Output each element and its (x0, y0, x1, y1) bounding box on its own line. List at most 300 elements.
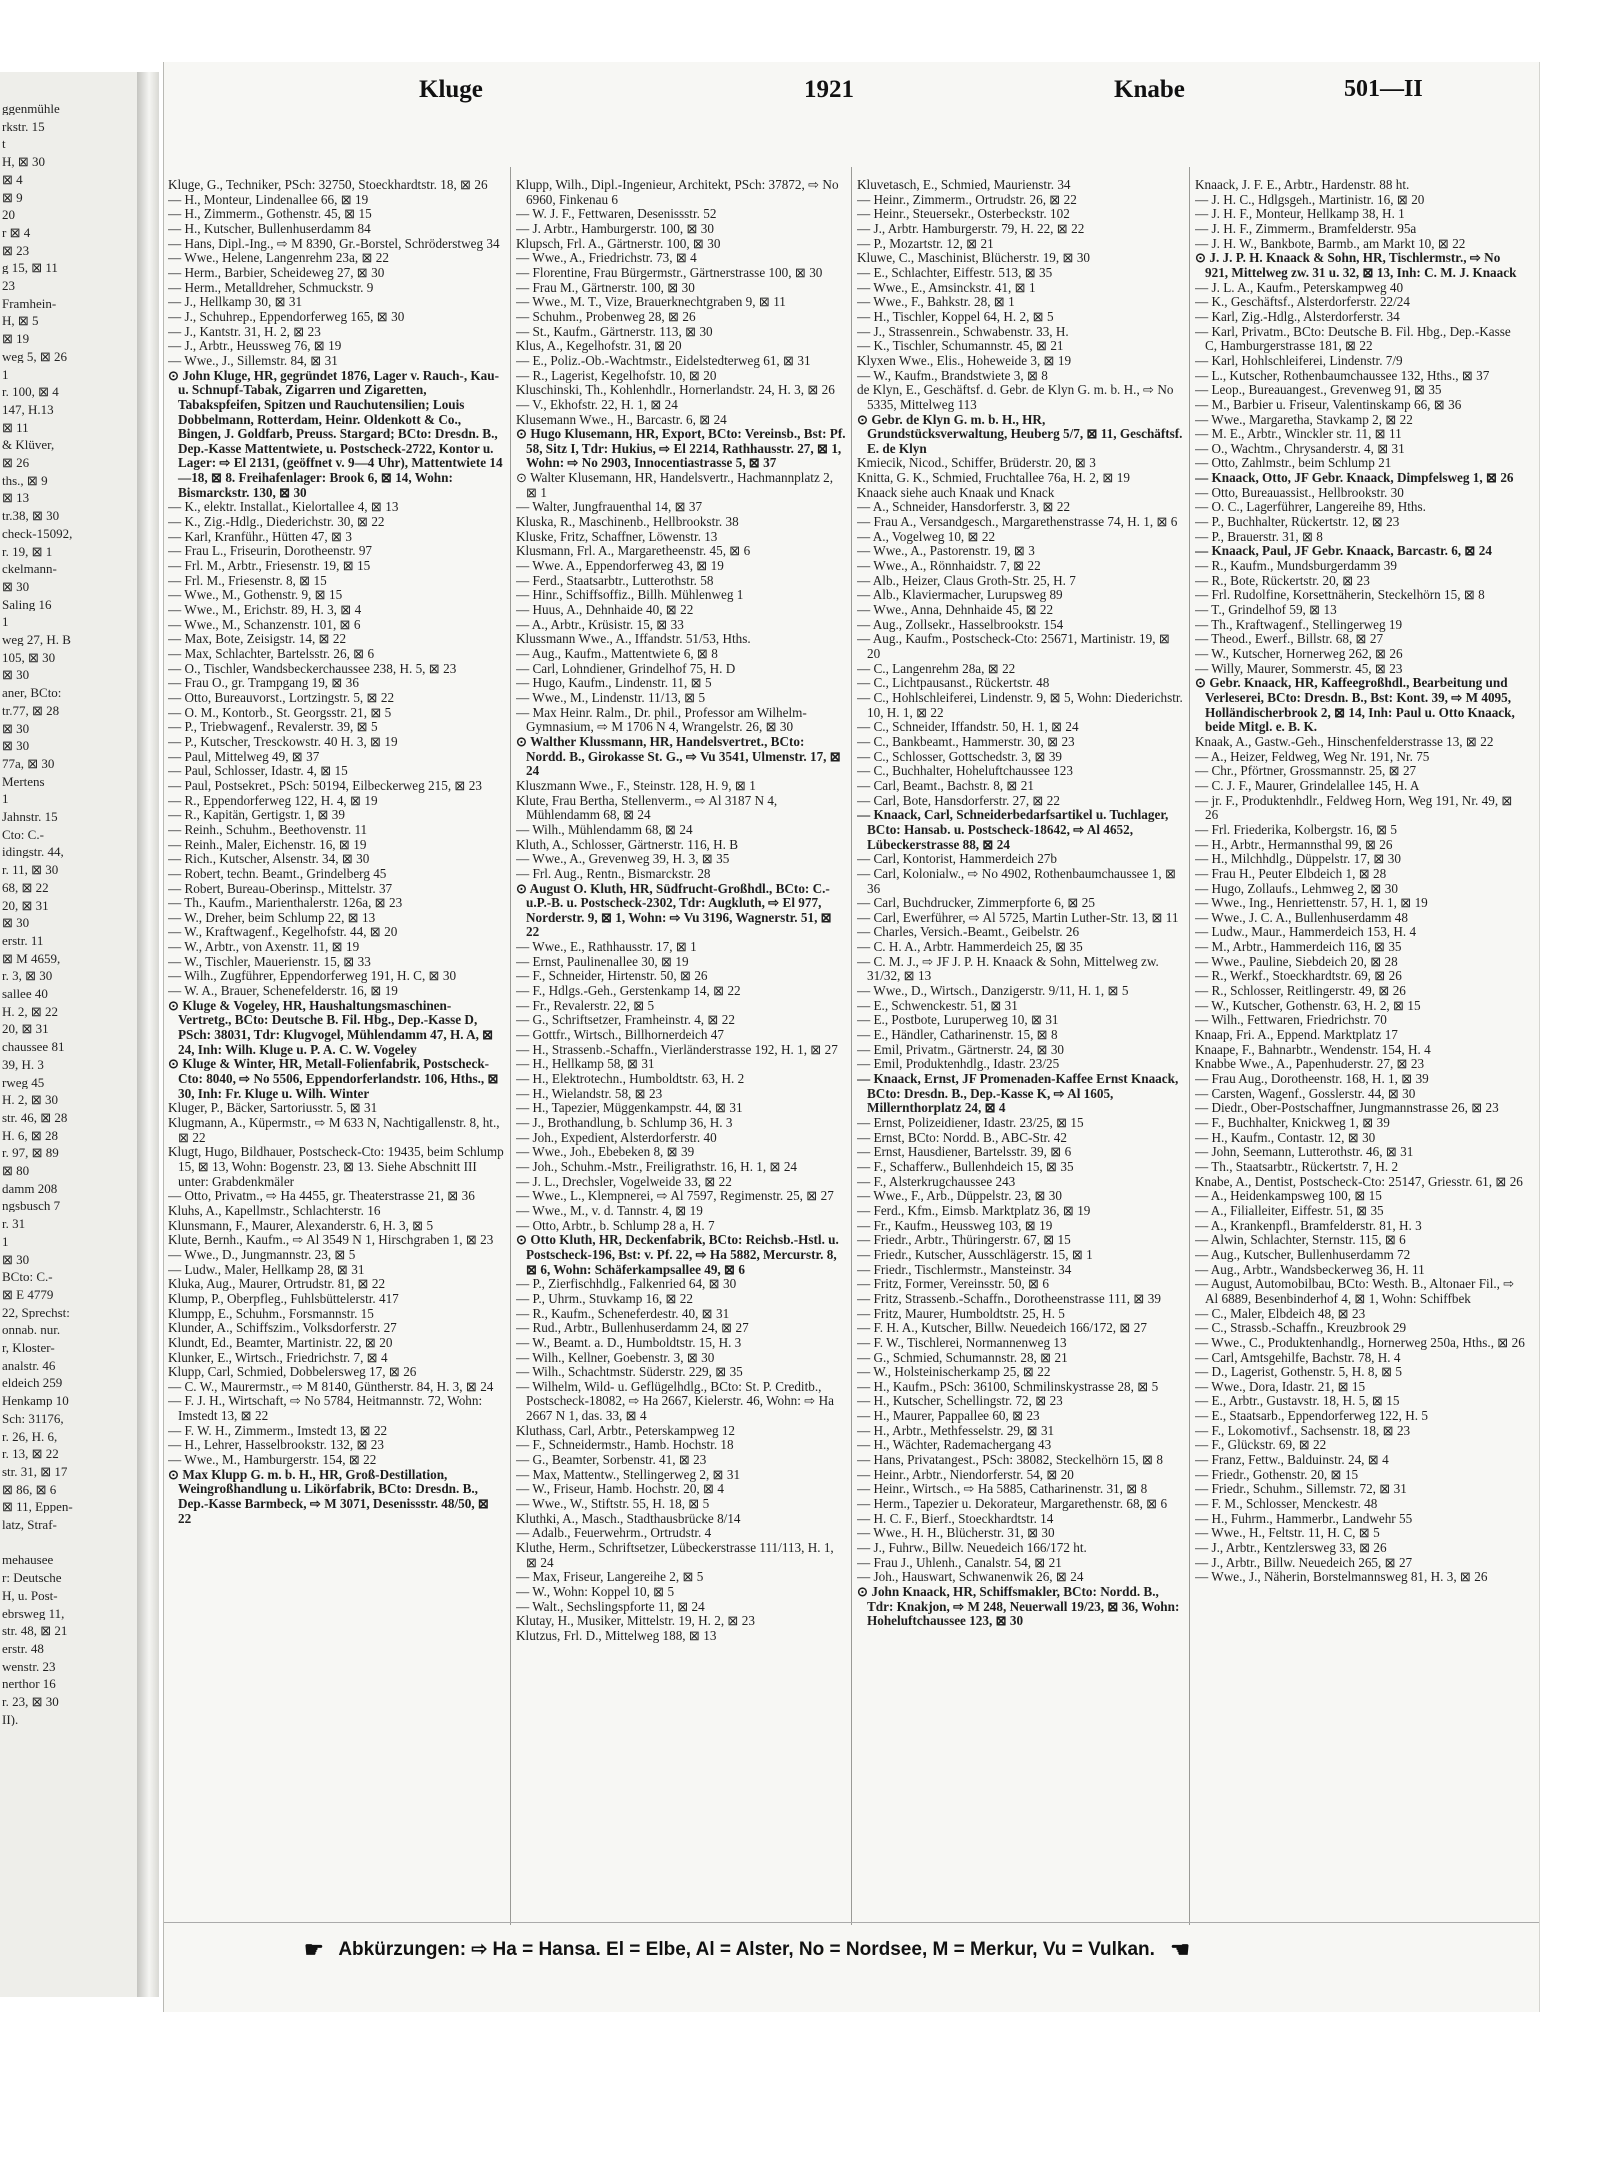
directory-entry: — Fritz, Maurer, Humboldtstr. 25, H. 5 (857, 1305, 1065, 1321)
directory-entry: — August, Automobilbau, BCto: Westh. B., Altonaer Fil., ⇨ Al 6889, Besenbinderhof 4, ⊠ 1, Wohn: Schiffbek (1195, 1276, 1515, 1306)
directory-entry: — O., Tischler, Wandsbeckerchaussee 238, H. 5, ⊠ 23 (168, 660, 457, 676)
directory-entry: Kluszmann Wwe., F., Steinstr. 128, H. 9, ⊠ 1 (516, 777, 756, 793)
directory-entry: Klump, P., Oberpfleg., Fuhlsbüttelerstr. 417 (168, 1290, 399, 1306)
directory-entry: — P., Triebwagenf., Revalerstr. 39, ⊠ 5 (168, 719, 378, 735)
directory-entry: — G., Beamter, Sorbenstr. 41, ⊠ 23 (516, 1452, 707, 1468)
prev-page-fragment: ebrsweg 11, (2, 1606, 65, 1620)
firm-entry: — Knaack, Ernst, JF Promenaden-Kaffee Ernst Knaack, BCto: Dresdn. B., Dep.-Kasse K, ⇨ Al 1605, Millernthorplatz 24, ⊠ 4 (857, 1071, 1179, 1116)
prev-page-fragment: g 15, ⊠ 11 (2, 261, 58, 275)
directory-entry: — J., Arbtr., Heussweg 76, ⊠ 19 (168, 338, 342, 354)
directory-entry: — H., Kaufm., PSch: 36100, Schmilinskystrasse 28, ⊠ 5 (857, 1378, 1159, 1394)
prev-page-fragment: ⊠ E 4779 (2, 1287, 54, 1301)
prev-page-fragment: ⊠ 26 (2, 456, 30, 469)
directory-entry: — Friedr., Tischlermstr., Mansteinstr. 34 (857, 1261, 1072, 1277)
prev-page-fragment: H. 2, ⊠ 30 (2, 1093, 59, 1107)
directory-entry: Klunsmann, F., Maurer, Alexanderstr. 6, H. 3, ⊠ 5 (168, 1217, 434, 1233)
directory-entry: — Paul, Schlosser, Idastr. 4, ⊠ 15 (168, 763, 348, 779)
directory-entry: — E., Schwenckestr. 51, ⊠ 31 (857, 997, 1018, 1013)
directory-entry: — C. M. J., ⇨ JF J. P. H. Knaack & Sohn, Mittelweg zw. 31/32, ⊠ 13 (857, 953, 1159, 984)
footer-rule (164, 1922, 1539, 1923)
directory-entry: — O., Wachtm., Chrysanderstr. 4, ⊠ 31 (1195, 440, 1405, 456)
directory-entry: — Fr., Revalerstr. 22, ⊠ 5 (516, 997, 655, 1013)
directory-entry: — Wwe., F., Bahkstr. 28, ⊠ 1 (857, 294, 1015, 310)
directory-entry: — Karl, Privatm., BCto: Deutsche B. Fil. Hbg., Dep.-Kasse C, Hamburgerstrasse 181, ⊠ 22 (1195, 323, 1511, 354)
directory-entry: — F. W., Tischlerei, Normannenweg 13 (857, 1334, 1067, 1350)
directory-entry: Klus, A., Kegelhofstr. 31, ⊠ 20 (516, 338, 682, 354)
directory-entry: — H., Lehrer, Hasselbrookstr. 132, ⊠ 23 (168, 1437, 384, 1453)
directory-entry: Klutay, H., Musiker, Mittelstr. 19, H. 2, ⊠ 23 (516, 1613, 755, 1629)
directory-entry: — Max, Schlachter, Bartelsstr. 26, ⊠ 6 (168, 646, 375, 661)
directory-entry: — E., Staatsarb., Eppendorferweg 122, H. 5 (1195, 1408, 1428, 1424)
directory-entry: — Aug., Zollsekr., Hasselbrookstr. 154 (857, 616, 1064, 632)
directory-entry: — E., Händler, Catharinenstr. 15, ⊠ 8 (857, 1027, 1058, 1043)
directory-entry: — R., Kaufm., Scheneferdestr. 40, ⊠ 31 (516, 1305, 730, 1321)
directory-entry: — P., Kutscher, Tresckowstr. 40 H. 3, ⊠ 19 (168, 733, 398, 749)
directory-entry: — Paul, Postsekret., PSch: 50194, Eilbeckerweg 215, ⊠ 23 (168, 777, 482, 793)
directory-entry: — Walt., Sechslingspforte 11, ⊠ 24 (516, 1598, 705, 1614)
directory-entry: — O. M., Kontorb., St. Georgsstr. 21, ⊠ 5 (168, 704, 392, 720)
directory-entry: — Franz, Fettw., Balduinstr. 24, ⊠ 4 (1195, 1452, 1389, 1468)
directory-entry: — Wwe., M., v. d. Tannstr. 4, ⊠ 19 (516, 1202, 703, 1218)
directory-entry: — W., Beamt. a. D., Humboldtstr. 15, H. 3 (516, 1334, 742, 1350)
directory-entry: — W., Wohn: Koppel 10, ⊠ 5 (516, 1584, 675, 1599)
header-right-word: Knabe (1114, 76, 1185, 103)
directory-page (163, 62, 1540, 2012)
directory-entry: — J., Brothandlung, b. Schlump 36, H. 3 (516, 1115, 733, 1130)
directory-entry: — W., Friseur, Hamb. Hochstr. 20, ⊠ 4 (516, 1481, 724, 1497)
directory-entry: Klusmann, Frl. A., Margaretheenstr. 45, ⊠ 6 (516, 543, 751, 559)
directory-entry: — Wwe., W., Stiftstr. 55, H. 18, ⊠ 5 (516, 1496, 710, 1512)
directory-column-2 (516, 178, 846, 1918)
directory-entry: — Aug., Kaufm., Mattentwiete 6, ⊠ 8 (516, 646, 718, 661)
directory-entry: — E., Poliz.-Ob.-Wachtmstr., Eidelstedterweg 61, ⊠ 31 (516, 352, 811, 368)
prev-page-fragment: Framhein- (2, 296, 57, 310)
directory-entry: — J., Schuhrep., Eppendorferweg 165, ⊠ 30 (168, 308, 405, 324)
directory-entry: — H., Arbtr., Methfesselstr. 29, ⊠ 31 (857, 1422, 1055, 1438)
prev-page-fragment: eldeich 259 (2, 1376, 63, 1390)
directory-entry: Klugmann, A., Küpermstr., ⇨ M 633 N, Nachtigallenstr. 8, ht., ⊠ 22 (168, 1115, 500, 1145)
directory-entry: — Joh., Hauswart, Schwanenwik 26, ⊠ 24 (857, 1569, 1084, 1585)
firm-entry: ⊙ Walther Klussmann, HR, Handelsvertret., BCto: Nordd. B., Girokasse St. G., ⇨ Vu 3541, Ulmenstr. 17, ⊠ 24 (516, 733, 841, 779)
directory-entry: — L., Kutscher, Rothenbaumchaussee 132, Hths., ⊠ 37 (1195, 367, 1490, 383)
directory-entry: — Karl, Hohlschleiferei, Lindenstr. 7/9 (1195, 352, 1403, 368)
directory-entry: Kmiecik, Nicod., Schiffer, Brüderstr. 20, ⊠ 3 (857, 455, 1096, 471)
directory-entry: Knabe, A., Dentist, Postscheck-Cto: 25147, Griesstr. 61, ⊠ 26 (1195, 1173, 1523, 1189)
firm-entry: ⊙ Gebr. Knaack, HR, Kaffeegroßhdl., Bearbeitung und Verleserei, BCto: Dresdn. B., Bst: Kont. 39, ⇨ M 4095, Holländischerbrook 2, ⊠ 14, Inh: Paul u. Otto Knaack, beide Mitgl. e. B. K. (1195, 675, 1515, 735)
directory-entry: — Friedr., Schuhm., Sillemstr. 72, ⊠ 31 (1195, 1481, 1407, 1497)
directory-entry: — H., Kutscher, Schellingstr. 72, ⊠ 23 (857, 1393, 1063, 1409)
directory-entry: — Willy, Maurer, Sommerstr. 45, ⊠ 23 (1195, 660, 1403, 676)
directory-entry: — M., Barbier u. Friseur, Valentinskamp 66, ⊠ 36 (1195, 396, 1462, 412)
directory-entry: — J. H. F., Monteur, Hellkamp 38, H. 1 (1195, 206, 1405, 222)
prev-page-fragment: ⊠ 30 (2, 579, 30, 593)
page-header (164, 76, 1539, 110)
directory-entry: — Wwe., M., Erichstr. 89, H. 3, ⊠ 4 (168, 602, 362, 618)
prev-page-fragment: nerthor 16 (2, 1677, 56, 1691)
directory-entry: — Otto, Zahlmstr., beim Schlump 21 (1195, 455, 1392, 471)
directory-entry: — jr. F., Produktenhdlr., Feldweg Horn, Weg 191, Nr. 49, ⊠ 26 (1195, 792, 1513, 823)
directory-entry: Klyxen Wwe., Elis., Hoheweide 3, ⊠ 19 (857, 352, 1072, 368)
directory-entry: — C., Schlosser, Gottschedstr. 3, ⊠ 39 (857, 748, 1063, 764)
directory-entry: — Ernst, Paulinenallee 30, ⊠ 19 (516, 953, 689, 969)
directory-entry: — Wilhelm, Wild- u. Geflügelhdlg., BCto: St. P. Creditb., Postscheck-18082, ⇨ Ha 2667, Kielerstr. 46, Wohn: ⇨ Ha 2667 N 1, das. 33, ⊠ 4 (516, 1378, 834, 1424)
directory-entry: — Th., Kraftwagenf., Stellingerweg 19 (1195, 616, 1403, 632)
directory-entry: — H., Kaufm., Contastr. 12, ⊠ 30 (1195, 1129, 1376, 1145)
directory-entry: — Wwe., J., Sillemstr. 84, ⊠ 31 (168, 352, 338, 368)
directory-entry: — Wwe., Dora, Idastr. 21, ⊠ 15 (1195, 1378, 1366, 1394)
directory-entry: — Wwe., A., Pastorenstr. 19, ⊠ 3 (857, 543, 1035, 559)
directory-column-1 (168, 178, 504, 1918)
directory-entry: — G., Schmied, Schumannstr. 28, ⊠ 21 (857, 1349, 1068, 1365)
directory-entry: — Ernst, BCto: Nordd. B., ABC-Str. 42 (857, 1129, 1067, 1145)
firm-entry: ⊙ Kluge & Winter, HR, Metall-Folienfabrik, Postscheck-Cto: 8040, ⇨ No 5506, Eppendorferlandstr. 106, Hths., ⊠ 30, Inh: Fr. Kluge u. Wilh. Winter (168, 1056, 499, 1101)
directory-entry: — H., Wächter, Rademachergang 43 (857, 1437, 1052, 1453)
directory-entry: — Joh., Expedient, Alsterdorferstr. 40 (516, 1129, 717, 1145)
directory-entry: — Frl. M., Friesenstr. 8, ⊠ 15 (168, 572, 327, 588)
directory-entry: — Alwin, Schlachter, Sternstr. 115, ⊠ 6 (1195, 1232, 1406, 1248)
prev-page-fragment: Cto: C.- (2, 827, 44, 841)
firm-entry: ⊙ Hugo Klusemann, HR, Export, BCto: Vereinsb., Bst: Pf. 58, Sitz I, Tdr: Hukius, ⇨ El 2214, Rathhausstr. 27, ⊠ 1, Wohn: ⇨ No 2903, Innocentiastrasse 5, ⊠ 37 (516, 426, 846, 471)
prev-page-fragment: ⊠ 11 (2, 420, 29, 434)
firm-entry: ⊙ John Knaack, HR, Schiffsmakler, BCto: Nordd. B., Tdr: Knakjon, ⇨ M 248, Neuerwall 19/23, ⊠ 36, Wohn: Hoheluftchaussee 123, ⊠ 30 (857, 1584, 1180, 1629)
directory-entry: — F., Schneidermstr., Hamb. Hochstr. 18 (516, 1437, 734, 1453)
directory-entry: — W., Kutscher, Hornerweg 262, ⊠ 26 (1195, 646, 1403, 661)
prev-page-fragment: 1 (2, 367, 9, 381)
directory-entry: — Wwe., M., Gothenstr. 9, ⊠ 15 (168, 587, 343, 603)
directory-entry: — Wwe., A., Friedrichstr. 73, ⊠ 4 (516, 250, 697, 266)
directory-entry: — K., elektr. Installat., Kielortallee 4, ⊠ 13 (168, 499, 399, 515)
prev-page-fragment: ⊠ 11, Eppen- (2, 1500, 73, 1514)
directory-entry: — Wwe., H. H., Blücherstr. 31, ⊠ 30 (857, 1525, 1055, 1541)
directory-entry: Klunder, A., Schiffszim., Volksdorferstr. 27 (168, 1320, 397, 1336)
directory-entry: — Friedr., Arbtr., Thüringerstr. 67, ⊠ 15 (857, 1232, 1071, 1248)
directory-entry: — W., Tischler, Mauerienstr. 15, ⊠ 33 (168, 953, 371, 969)
directory-entry: — W., Kraftwagenf., Kegelhofstr. 44, ⊠ 20 (168, 924, 398, 940)
directory-entry: — C., Langenrehm 28a, ⊠ 22 (857, 660, 1016, 676)
directory-entry: — M., Arbtr., Hammerdeich 116, ⊠ 35 (1195, 939, 1402, 955)
directory-entry: — Alb., Klaviermacher, Lurupsweg 89 (857, 587, 1063, 603)
prev-page-fragment: chaussee 81 (2, 1040, 65, 1054)
prev-page-fragment: ngsbusch 7 (2, 1199, 61, 1213)
directory-entry: — Ferd., Staatsarbtr., Lutterothstr. 58 (516, 572, 714, 588)
directory-entry: — R., Eppendorferweg 122, H. 4, ⊠ 19 (168, 792, 378, 808)
prev-page-fragment: 1 (2, 1234, 9, 1248)
directory-entry: — E., Arbtr., Gustavstr. 18, H. 5, ⊠ 15 (1195, 1393, 1400, 1409)
directory-entry: — Huus, A., Dehnhaide 40, ⊠ 22 (516, 602, 694, 618)
directory-entry: — Frau H., Peuter Elbdeich 1, ⊠ 28 (1195, 865, 1387, 881)
directory-entry: Kluthe, Herm., Schriftsetzer, Lübeckerstrasse 111/113, H. 1, ⊠ 24 (516, 1540, 834, 1570)
directory-entry: — W., Arbtr., von Axenstr. 11, ⊠ 19 (168, 939, 360, 955)
prev-page-fragment: II). (2, 1712, 19, 1726)
directory-entry: — Heinr., Wirtsch., ⇨ Ha 5885, Catharinenstr. 31, ⊠ 8 (857, 1481, 1148, 1497)
directory-entry: — J., Hellkamp 30, ⊠ 31 (168, 294, 303, 310)
directory-entry: — Paul, Mittelweg 49, ⊠ 37 (168, 748, 320, 764)
directory-entry: — H., Tischler, Koppel 64, H. 2, ⊠ 5 (857, 308, 1054, 324)
directory-entry: Knaak, A., Gastw.-Geh., Hinschenfelderstrasse 13, ⊠ 22 (1195, 733, 1494, 749)
column-divider (851, 167, 852, 1925)
directory-entry: — C. J. F., Maurer, Grindelallee 145, H. A (1195, 777, 1420, 793)
directory-entry: — Wwe., Pauline, Siebdeich 20, ⊠ 28 (1195, 953, 1398, 969)
directory-entry: — Hugo, Kaufm., Lindenstr. 11, ⊠ 5 (516, 675, 712, 691)
directory-entry: — A., Vogelweg 10, ⊠ 22 (857, 528, 996, 544)
directory-entry: Knabbe Wwe., A., Papenhuderstr. 27, ⊠ 23 (1195, 1056, 1425, 1072)
directory-entry: — Carl, Beamt., Bachstr. 8, ⊠ 21 (857, 777, 1034, 793)
prev-page-fragment: r: Deutsche (2, 1571, 62, 1585)
directory-entry: — H., Monteur, Lindenallee 66, ⊠ 19 (168, 191, 369, 207)
directory-entry: — Theod., Ewerf., Billstr. 68, ⊠ 27 (1195, 631, 1384, 647)
directory-entry: — Aug., Arbtr., Wandsbeckerweg 36, H. 11 (1195, 1261, 1425, 1277)
directory-entry: — Wwe., M., Schanzenstr. 101, ⊠ 6 (168, 616, 361, 632)
prev-page-fragment: BCto: C.- (2, 1270, 53, 1284)
directory-entry: — W. A., Brauer, Schenefelderstr. 16, ⊠ 19 (168, 983, 398, 999)
footer-text: ⇨ Ha = Hansa. El = Elbe, Al = Alster, No = Nordsee, M = Merkur, Vu = Vulkan. (471, 1939, 1155, 1961)
prev-page-fragment: ⊠ 19 (2, 332, 30, 346)
directory-entry: — Max, Mattentw., Stellingerweg 2, ⊠ 31 (516, 1466, 741, 1482)
directory-entry: — Herm., Barbier, Scheideweg 27, ⊠ 30 (168, 264, 385, 280)
prev-page-fragment: ⊠ 80 (2, 1164, 30, 1177)
directory-entry: — W., Kutscher, Gothenstr. 63, H. 2, ⊠ 15 (1195, 997, 1421, 1013)
directory-entry: — Wwe., H., Feltstr. 11, H. C, ⊠ 5 (1195, 1525, 1380, 1541)
directory-entry: — John, Seemann, Lutterothstr. 46, ⊠ 31 (1195, 1144, 1414, 1160)
prev-page-fragment: & Klüver, (2, 438, 55, 452)
prev-page-fragment: onnab. nur. (2, 1323, 61, 1337)
prev-page-fragment: mehausee (2, 1553, 54, 1567)
prev-page-fragment: str. 31, ⊠ 17 (2, 1464, 68, 1478)
header-year: 1921 (804, 76, 854, 103)
prev-page-fragment: rweg 45 (2, 1075, 45, 1089)
directory-entry: — Alb., Heizer, Claus Groth-Str. 25, H. 7 (857, 572, 1076, 588)
prev-page-fragment: ⊠ 30 (2, 916, 30, 930)
prev-page-fragment: ⊠ 30 (2, 1252, 30, 1266)
directory-entry: — F. H. A., Kutscher, Billw. Neuedeich 166/172, ⊠ 27 (857, 1320, 1147, 1336)
directory-entry: — E., Schlachter, Eiffestr. 513, ⊠ 35 (857, 264, 1053, 280)
directory-entry: — C., Maler, Elbdeich 48, ⊠ 23 (1195, 1305, 1366, 1321)
directory-entry: Klute, Bernh., Kaufm., ⇨ Al 3549 N 1, Hirschgraben 1, ⊠ 23 (168, 1232, 494, 1248)
directory-entry: — V., Ekhofstr. 22, H. 1, ⊠ 24 (516, 396, 678, 412)
directory-column-3 (857, 178, 1183, 1918)
directory-entry: — Wwe., M. T., Vize, Brauerknechtgraben 9, ⊠ 11 (516, 294, 786, 310)
prev-page-fragment: r. 26, H. 6, (2, 1429, 58, 1443)
directory-entry: — Fritz, Strassenb.-Schaffn., Dorotheenstrasse 111, ⊠ 39 (857, 1290, 1161, 1306)
directory-entry: — Hans, Dipl.-Ing., ⇨ M 8390, Gr.-Borstel, Schröderstweg 34 (168, 235, 500, 251)
directory-entry: Kluschinski, Th., Kohlenhdlr., Hornerlandstr. 24, H. 3, ⊠ 26 (516, 382, 835, 398)
directory-entry: — Carl, Buchdrucker, Zimmerpforte 6, ⊠ 25 (857, 895, 1095, 911)
prev-page-fragment: ⊠ 23 (2, 243, 30, 257)
directory-entry: — Schuhm., Probenweg 28, ⊠ 26 (516, 308, 696, 324)
prev-page-fragment: rkstr. 15 (2, 119, 45, 133)
prev-page-fragment: H, ⊠ 30 (2, 155, 46, 169)
directory-entry: — Wwe., Anna, Dehnhaide 45, ⊠ 22 (857, 602, 1054, 618)
directory-entry: — C., Buchhalter, Hoheluftchaussee 123 (857, 763, 1073, 779)
directory-entry: — Otto, Privatm., ⇨ Ha 4455, gr. Theaterstrasse 21, ⊠ 36 (168, 1188, 475, 1204)
directory-entry: Klundt, Ed., Beamter, Martinistr. 22, ⊠ 20 (168, 1334, 393, 1350)
prev-page-fragment: Sch: 31176, (2, 1411, 64, 1425)
directory-entry: — P., Zierfischhdlg., Falkenried 64, ⊠ 30 (516, 1276, 737, 1292)
prev-page-fragment: 147, H.13 (2, 402, 54, 416)
directory-entry: Knitta, G. K., Schmied, Fruchtallee 76a, H. 2, ⊠ 19 (857, 470, 1130, 486)
directory-entry: — Diedr., Ober-Postschaffner, Jungmannstrasse 26, ⊠ 23 (1195, 1100, 1499, 1116)
directory-entry: — J. H. W., Bankbote, Barmb., am Markt 10, ⊠ 22 (1195, 235, 1466, 251)
directory-entry: — Hinr., Schiffsoffiz., Billh. Mühlenweg 1 (516, 587, 744, 603)
prev-page-fragment: H, ⊠ 5 (2, 314, 39, 328)
prev-page-fragment: erstr. 11 (2, 933, 44, 947)
directory-entry: Klupsch, Frl. A., Gärtnerstr. 100, ⊠ 30 (516, 235, 721, 251)
directory-entry: — Wwe., Helene, Langenrehm 23a, ⊠ 22 (168, 250, 389, 266)
pointing-hand-icon: ☚ (1170, 1937, 1190, 1962)
prev-page-fragment: damm 208 (2, 1181, 58, 1195)
directory-entry: — Wwe., E., Rathhausstr. 17, ⊠ 1 (516, 939, 697, 955)
directory-entry: — C., Schneider, Iffandstr. 50, H. 1, ⊠ 24 (857, 719, 1079, 735)
directory-entry: ⊙ Walter Klusemann, HR, Handelsvertr., Hachmannplatz 2, ⊠ 1 (516, 470, 834, 500)
directory-entry: — F., Alsterkrugchaussee 243 (857, 1173, 1016, 1189)
prev-page-fragment: H. 6, ⊠ 28 (2, 1128, 59, 1142)
directory-entry: — C., Lichtpausanst., Rückertstr. 48 (857, 675, 1050, 691)
firm-entry: ⊙ Otto Kluth, HR, Deckenfabrik, BCto: Reichsb.-Hstl. u. Postscheck-196, Bst: v. Pf. 22, ⇨ Ha 5882, Mercurstr. 8, ⊠ 6, Wohn: Schäferkampsallee 49, ⊠ 6 (516, 1232, 839, 1277)
prev-page-fragment: ⊠ 4 (2, 172, 23, 186)
directory-entry: — R., Kaufm., Mundsburgerdamm 39 (1195, 558, 1397, 574)
directory-entry: Klupp, Carl, Schmied, Dobbelersweg 17, ⊠ 26 (168, 1364, 417, 1380)
book-gutter (137, 72, 159, 1997)
directory-entry: — Wilh., Schachtmstr. Süderstr. 229, ⊠ 35 (516, 1364, 743, 1380)
prev-page-fragment: r. 97, ⊠ 89 (2, 1146, 59, 1160)
directory-entry: Kluwe, C., Maschinist, Blücherstr. 19, ⊠ 30 (857, 250, 1091, 266)
directory-entry: Knaack siehe auch Knaak und Knack (857, 484, 1055, 500)
directory-entry: — A., Schneider, Hansdorferstr. 3, ⊠ 22 (857, 499, 1071, 515)
directory-entry: — W., Holsteinischerkamp 25, ⊠ 22 (857, 1364, 1051, 1380)
prev-page-fragment: latz, Straf- (2, 1518, 57, 1531)
directory-entry: — Heinr., Arbtr., Niendorferstr. 54, ⊠ 20 (857, 1466, 1074, 1482)
directory-entry: — P., Uhrm., Stuvkamp 16, ⊠ 22 (516, 1290, 693, 1306)
directory-entry: — H., Maurer, Pappallee 60, ⊠ 23 (857, 1408, 1040, 1424)
directory-entry: — F. J. H., Wirtschaft, ⇨ No 5784, Heitmannstr. 72, Wohn: Imstedt 13, ⊠ 22 (168, 1393, 483, 1424)
directory-entry: — Florentine, Frau Bürgermstr., Gärtnerstrasse 100, ⊠ 30 (516, 264, 823, 280)
directory-entry: — Frl. Rudolfine, Korsettnäherin, Steckelhörn 15, ⊠ 8 (1195, 587, 1485, 603)
directory-entry: — Walter, Jungfrauenthal 14, ⊠ 37 (516, 499, 703, 515)
directory-entry: Kluhs, A., Kapellmstr., Schlachterstr. 16 (168, 1202, 381, 1218)
prev-page-fragment: ⊠ 30 (2, 739, 30, 753)
prev-page-fragment: ⊠ M 4659, (2, 951, 61, 965)
prev-page-fragment: ⊠ 13 (2, 491, 30, 505)
directory-entry: — W. J. F., Fettwaren, Desenissstr. 52 (516, 206, 717, 222)
directory-entry: Kluka, Aug., Maurer, Ortrudstr. 81, ⊠ 22 (168, 1276, 386, 1292)
prev-page-fragment: tr.38, ⊠ 30 (2, 509, 60, 523)
firm-entry: ⊙ August O. Kluth, HR, Südfrucht-Großhdl., BCto: C.-u.P.-B. u. Postscheck-2302, Tdr: Augkluth, ⇨ El 977, Norderstr. 9, ⊠ 1, Wohn: ⇨ Vu 3196, Wagnerstr. 51, ⊠ 22 (516, 880, 832, 940)
directory-entry: — St., Kaufm., Gärtnerstr. 113, ⊠ 30 (516, 323, 713, 339)
directory-entry: — Carl, Kolonialw., ⇨ No 4902, Rothenbaumchaussee 1, ⊠ 36 (857, 865, 1177, 896)
directory-entry: — T., Grindelhof 59, ⊠ 13 (1195, 602, 1337, 618)
directory-column-4 (1195, 178, 1525, 1918)
prev-page-fragment: r. 3, ⊠ 30 (2, 969, 53, 983)
prev-page-fragment: tr.77, ⊠ 28 (2, 703, 60, 717)
directory-entry: — Heinr., Steuersekr., Osterbeckstr. 102 (857, 206, 1070, 222)
directory-entry: — Reinh., Maler, Eichenstr. 16, ⊠ 19 (168, 836, 367, 852)
directory-entry: — Wwe., D., Jungmannstr. 23, ⊠ 5 (168, 1246, 356, 1262)
directory-entry: — J. H. C., Hdlgsgeh., Martinistr. 16, ⊠ 20 (1195, 191, 1425, 207)
directory-entry: Klutzus, Frl. D., Mittelweg 188, ⊠ 13 (516, 1627, 717, 1643)
directory-entry: — Max Heinr. Ralm., Dr. phil., Professor am Wilhelm-Gymnasium, ⇨ M 1706 N 4, Wrangelstr. 26, ⊠ 30 (516, 704, 807, 735)
prev-page-fragment: 1 (2, 615, 9, 629)
directory-entry: — Otto, Bureauvorst., Lortzingstr. 5, ⊠ 22 (168, 689, 395, 705)
directory-entry: — J., Arbtr. Hamburgerstr. 79, H. 22, ⊠ 22 (857, 220, 1085, 236)
directory-entry: — Joh., Schuhm.-Mstr., Freiligrathstr. 16, H. 1, ⊠ 24 (516, 1158, 798, 1174)
directory-entry: — Frau L., Friseurin, Dorotheenstr. 97 (168, 543, 373, 559)
directory-entry: — D., Lagerist, Gothenstr. 5, H. 8, ⊠ 5 (1195, 1364, 1403, 1380)
directory-entry: — Hugo, Zollaufs., Lehmweg 2, ⊠ 30 (1195, 880, 1398, 896)
directory-entry: — H., Tapezier, Müggenkampstr. 44, ⊠ 31 (516, 1100, 743, 1116)
directory-entry: — Carl, Amtsgehilfe, Bachstr. 78, H. 4 (1195, 1349, 1401, 1365)
directory-entry: — H. C. F., Bierf., Stoeckhardtstr. 14 (857, 1510, 1054, 1526)
directory-entry: — H., Zimmerm., Gothenstr. 45, ⊠ 15 (168, 206, 372, 222)
directory-entry: — R., Bote, Rückertstr. 20, ⊠ 23 (1195, 572, 1370, 588)
directory-entry: — J. L. A., Kaufm., Peterskampweg 40 (1195, 279, 1404, 295)
prev-page-fragment: 23 (2, 279, 15, 292)
directory-entry: — P., Mozartstr. 12, ⊠ 21 (857, 235, 994, 251)
directory-entry: — R., Lagerist, Kegelhofstr. 10, ⊠ 20 (516, 367, 717, 383)
directory-entry: — J., Strassenrein., Schwabenstr. 33, H. (857, 323, 1069, 339)
directory-entry: — C., Hohlschleiferei, Lindenstr. 9, ⊠ 5, Wohn: Diederichstr. 10, H. 1, ⊠ 22 (857, 689, 1183, 720)
prev-page-fragment: idingstr. 44, (2, 845, 64, 859)
firm-entry: ⊙ Gebr. de Klyn G. m. b. H., HR, Grundstücksverwaltung, Heuberg 5/7, ⊠ 11, Geschäftsf. E. de Klyn (857, 411, 1183, 456)
prev-page-fragment: t (2, 137, 6, 151)
prev-page-fragment: 105, ⊠ 30 (2, 650, 56, 664)
directory-entry: — Ferd., Kfm., Eimsb. Marktplatz 36, ⊠ 19 (857, 1202, 1091, 1218)
directory-entry: — J. L., Drechsler, Vogelweide 33, ⊠ 22 (516, 1173, 732, 1189)
directory-entry: — Robert, techn. Beamt., Grindelberg 45 (168, 865, 387, 881)
directory-entry: — J., Kantstr. 31, H. 2, ⊠ 23 (168, 323, 321, 339)
directory-entry: Klumpp, E., Schuhm., Forsmannstr. 15 (168, 1305, 374, 1321)
directory-entry: — Wwe. A., Eppendorferweg 43, ⊠ 19 (516, 558, 724, 574)
directory-entry: Kluthass, Carl, Arbtr., Peterskampweg 12 (516, 1422, 736, 1438)
directory-entry: — Wwe., A., Rönnhaidstr. 7, ⊠ 22 (857, 558, 1041, 574)
directory-entry: — Carl, Ewerführer, ⇨ Al 5725, Martin Luther-Str. 13, ⊠ 11 (857, 909, 1179, 925)
directory-entry: Knaape, F., Bahnarbtr., Wendenstr. 154, H. 4 (1195, 1041, 1431, 1057)
directory-entry: — H., Fuhrm., Hammerbr., Landwehr 55 (1195, 1510, 1413, 1526)
directory-entry: Klute, Frau Bertha, Stellenverm., ⇨ Al 3187 N 4, Mühlendamm 68, ⊠ 24 (516, 792, 778, 823)
directory-entry: — A., Filialleiter, Eiffestr. 51, ⊠ 35 (1195, 1202, 1384, 1218)
directory-entry: — Max, Friseur, Langereihe 2, ⊠ 5 (516, 1569, 704, 1585)
directory-entry: Kluthki, A., Masch., Stadthausbrücke 8/14 (516, 1510, 741, 1526)
directory-entry: — Reinh., Schuhm., Beethovenstr. 11 (168, 821, 368, 837)
directory-entry: — H., Strassenb.-Schaffn., Vierländerstrasse 192, H. 1, ⊠ 27 (516, 1041, 838, 1057)
directory-entry: — J. Arbtr., Hamburgerstr. 100, ⊠ 30 (516, 220, 714, 236)
directory-entry: — Robert, Bureau-Oberinsp., Mittelstr. 37 (168, 880, 393, 896)
directory-entry: — F., Lokomotivf., Sachsenstr. 18, ⊠ 23 (1195, 1422, 1411, 1438)
directory-entry: — Fr., Kaufm., Heussweg 103, ⊠ 19 (857, 1217, 1053, 1233)
directory-entry: — Frau J., Uhlenh., Canalstr. 54, ⊠ 21 (857, 1554, 1062, 1570)
directory-entry: — Fritz, Former, Vereinsstr. 50, ⊠ 6 (857, 1276, 1049, 1292)
directory-entry: — F., Buchhalter, Knickweg 1, ⊠ 39 (1195, 1115, 1390, 1130)
directory-entry: — Otto, Bureauassist., Hellbrookstr. 30 (1195, 484, 1404, 500)
header-left-word: Kluge (419, 76, 483, 103)
prev-page-fragment: H. 2, ⊠ 22 (2, 1004, 59, 1018)
prev-page-fragment: 20, ⊠ 31 (2, 898, 49, 912)
prev-page-fragment: r. 13, ⊠ 22 (2, 1447, 59, 1461)
directory-entry: — Wwe., E., Amsinckstr. 41, ⊠ 1 (857, 279, 1036, 295)
directory-entry: — Th., Staatsarbtr., Rückertstr. 7, H. 2 (1195, 1158, 1399, 1174)
pointing-hand-icon: ☛ (304, 1937, 324, 1962)
prev-page-fragment: Henkamp 10 (2, 1394, 69, 1408)
prev-page-fragment: ⊠ 30 (2, 668, 30, 682)
directory-entry: — Frl. Aug., Rentn., Bismarckstr. 28 (516, 865, 711, 881)
directory-entry: — P., Buchhalter, Rückertstr. 12, ⊠ 23 (1195, 514, 1400, 530)
directory-entry: — F. M., Schlosser, Menckestr. 48 (1195, 1496, 1378, 1512)
directory-entry: — Wwe., J. C. A., Bullenhuserdamm 48 (1195, 909, 1408, 925)
directory-entry: — A., Heidenkampsweg 100, ⊠ 15 (1195, 1188, 1382, 1204)
firm-entry: ⊙ John Kluge, HR, gegründet 1876, Lager v. Rauch-, Kau- u. Schnupf-Tabak, Zigarren und Zigaretten, Tabakspfeifen, Spitzen und Rauchutensilien; Louis Dobbelmann, Rotterdam, Heinr. Oldenkott & Co., Bingen, J. Goldfarb, Preuss. Stargard; BCto: Dresdn. B., Dep.-Kasse Mattentwiete, u. Postscheck-2722, Kontor u. Lager: ⇨ El 2131, (geöffnet v. 9—4 Uhr), Mattentwiete 14—18, ⊠ 8. Freihafenlager: Brook 6, ⊠ 14, Wohn: Bismarckstr. 130, ⊠ 30 (168, 367, 503, 500)
directory-entry: — Ludw., Maler, Hellkamp 28, ⊠ 31 (168, 1261, 365, 1277)
directory-entry: — A., Heizer, Feldweg, Weg Nr. 191, Nr. 75 (1195, 748, 1430, 764)
firm-entry: ⊙ Kluge & Vogeley, HR, Haushaltungsmaschinen-Vertretg., BCto: Deutsche B. Fil. Hbg., Dep.-Kasse D, PSch: 38031, Tdr: Klugvogel, Mühlendamm 47, H. A, ⊠ 24, Inh: Wilh. Kluge u. P. A. C. W. Vogeley (168, 997, 494, 1057)
